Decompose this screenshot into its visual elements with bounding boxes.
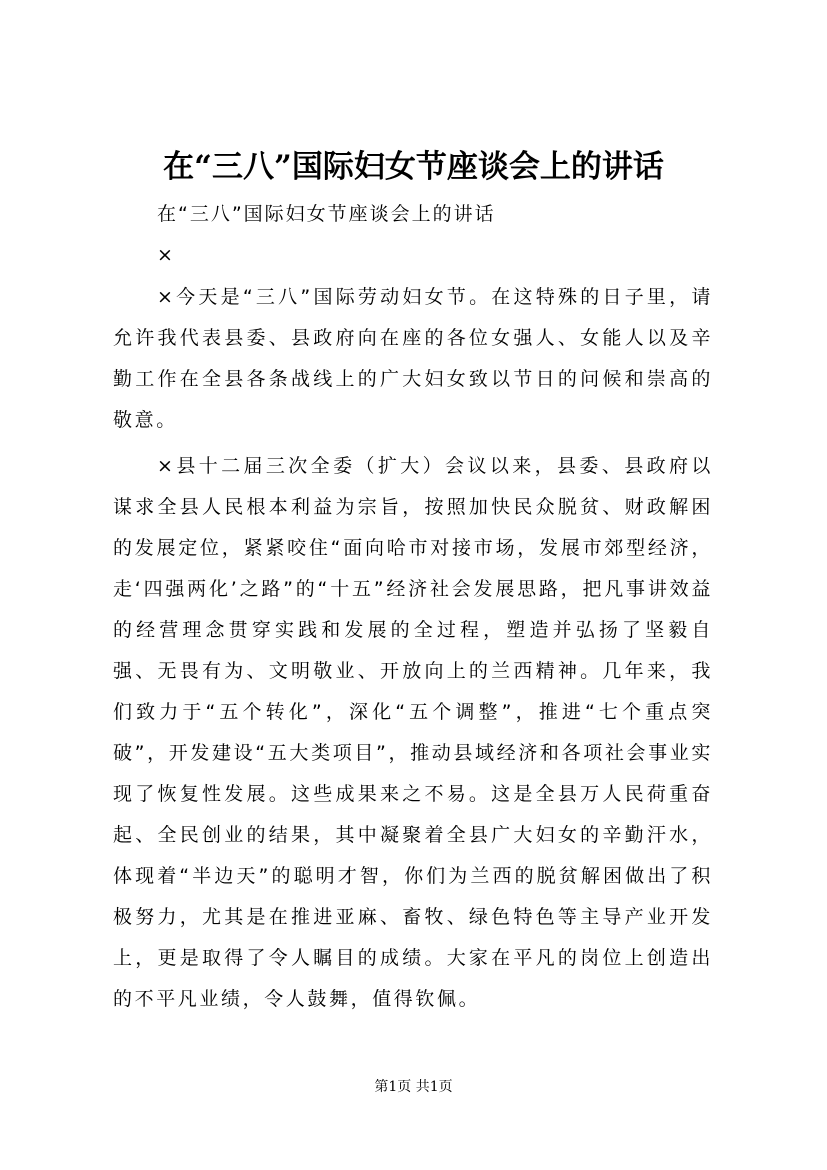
document-subtitle: 在“三八”国际妇女节座谈会上的讲话 — [157, 203, 496, 225]
name-placeholder-mark: × — [157, 244, 173, 266]
page-number-footer: 第1页 共1页 — [374, 1079, 453, 1095]
document-title: 在“三八”国际妇女节座谈会上的讲话 — [163, 149, 664, 185]
paragraph-greeting: ×今天是“三八”国际劳动妇女节。在这特殊的日子里，请允许我代表县委、县政府向在座的各位女强人、女能人以及辛勤工作在全县各条战线上的广大妇女致以节日的问候和崇高的敬意。 — [113, 286, 713, 431]
paragraph-achievements: ×县十二届三次全委（扩大）会议以来，县委、县政府以谋求全县人民根本利益为宗旨，按照加快民众脱贫、财政解困的发展定位，紧紧咬住“面向哈市对接市场，发展市郊型经济，走‘四强两化’之路”的“十五”经济社会发展思路，把凡事讲效益的经营理念贯穿实践和发展的全过程，塑造并弘扬了坚毅自强、无畏有为、文明敬业、开放向上的兰西精神。几年来，我们致力于“五个转化”，深化“五个调整”，推进“七个重点突破”，开发建设“五大类项目”，推动县域经济和各项社会事业实现了恢复性发展。这些成果来之不易。这是全县万人民荷重奋起、全民创业的结果，其中凝聚着全县广大妇女的辛勤汗水，体现着“半边天”的聪明才智，你们为兰西的脱贫解困做出了积极努力，尤其是在推进亚麻、畜牧、绿色特色等主导产业开发上，更是取得了令人瞩目的成绩。大家在平凡的岗位上创造出的不平凡业绩，令人鼓舞，值得钦佩。 — [113, 455, 713, 1010]
